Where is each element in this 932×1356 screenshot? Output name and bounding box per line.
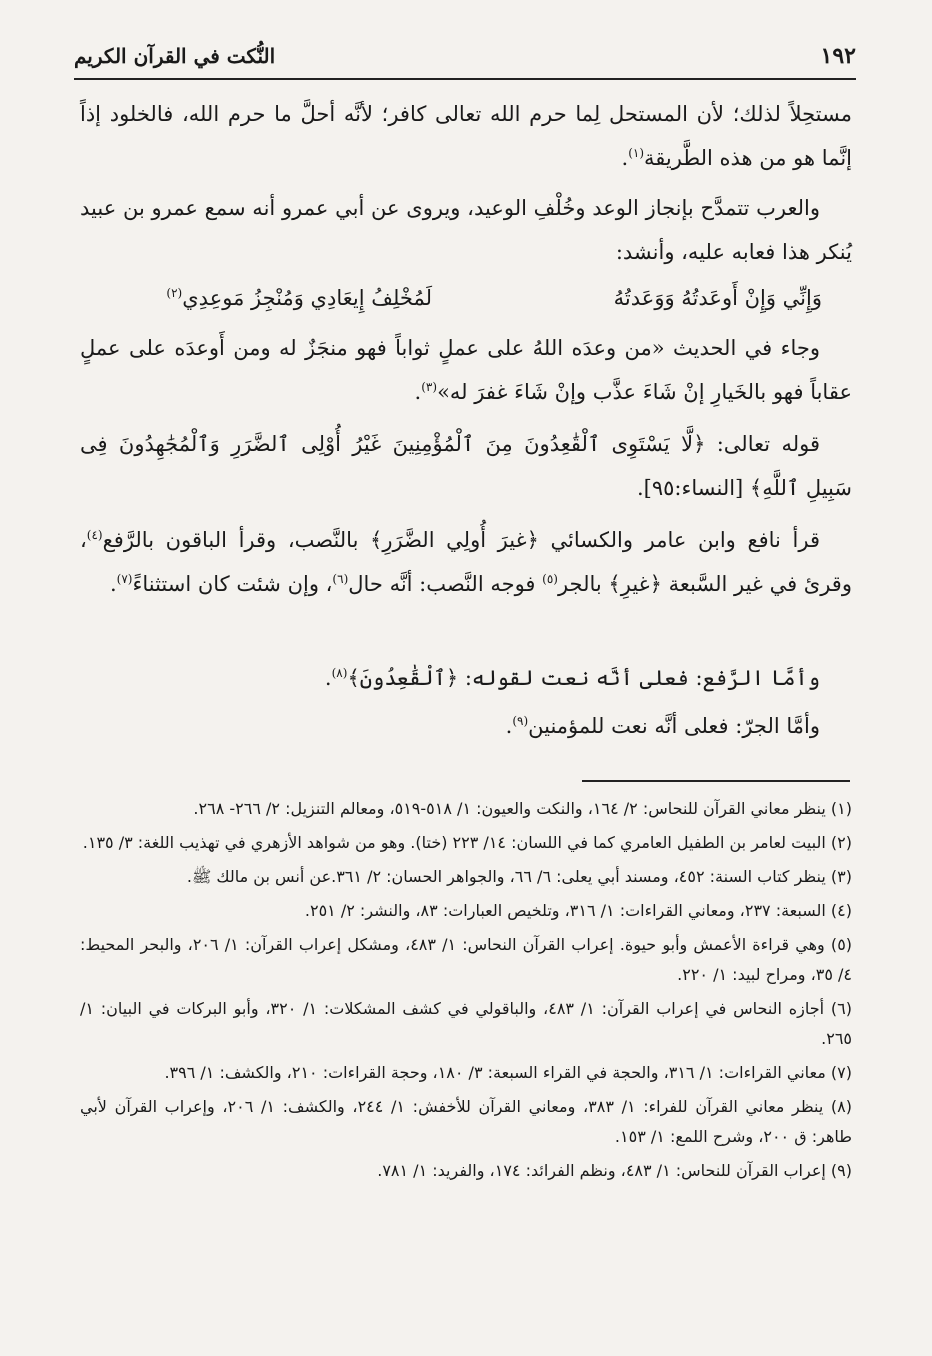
footnote-7: (٧) معاني القراءات: ١/ ٣١٦، والحجة في القراء السبعة: ٣/ ١٨٠، وحجة القراءات: ٢١٠، والكشف: ١/ ٣٩٦. [164, 1063, 852, 1082]
line-raf [80, 654, 852, 702]
paragraph-hadith: وجاء في الحديث «من وعدَه اللهُ على عملٍ ثواباً فهو منجَزٌ له ومن أَوعدَه على عملٍ عقاباً فهو بالخَيارِ إنْ شَاءَ عذَّب وإنْ شَاءَ غفرَ له»$^{(٣)}$. [80, 336, 852, 404]
footnote-ref-4[interactable]: (٤) [86, 528, 103, 542]
verse-second-text: لَمُخْلِفُ إِيعَادِي وَمُنْجِزُ مَوعِدِي [182, 286, 432, 310]
paragraph-verse-quote: قوله تعالى: ﴿لَّا يَسْتَوِى ٱلْقَٰعِدُونَ مِنَ ٱلْمُؤْمِنِينَ غَيْرُ أُوْلِى ٱلضَّرَرِ وَٱلْمُجَٰهِدُونَ فِى سَبِيلِ ٱللَّهِ﴾ [النساء:٩٥]. [80, 432, 852, 500]
footnote-1: (١) ينظر معاني القرآن للنحاس: ٢/ ١٦٤، والنكت والعيون: ١/ ٥١٨-٥١٩، ومعالم التنزيل: ٢/ ٢٦٦- ٢٦٨. [193, 799, 852, 818]
line-jarr-dot: . [505, 714, 513, 738]
readings-text-c: فوجه النَّصب: أنَّه حال [348, 572, 543, 596]
footnote-ref-5[interactable]: (٥) [542, 572, 558, 586]
paragraph-1: مستحِلاً لذلك؛ لأن المستحل لِما حرم الله تعالى كافر؛ لأنَّه أحلَّ ما حرم الله، فالخلود إذاً إنَّما هو من هذه الطَّريقة$^{(١)}$. [80, 102, 852, 170]
footnote-ref-1[interactable]: (١) [628, 146, 645, 160]
paragraph-2: والعرب تتمدَّح بإنجاز الوعد وخُلْفِ الوعيد، ويروى عن أبي عمرو أنه سمع عمرو بن عبيد يُنكر هذا فعابه عليه، وأنشد: [80, 196, 852, 264]
line-jarr [80, 702, 852, 750]
footnote-ref-2[interactable]: (٢) [166, 286, 183, 300]
paragraph-readings [80, 518, 852, 606]
footnote-ref-6[interactable]: (٦) [332, 572, 349, 586]
poetry-verse [80, 276, 852, 320]
main-text-top [80, 92, 852, 280]
footnote-ref-3[interactable]: (٣) [421, 380, 438, 394]
page-header [74, 40, 856, 72]
paragraph-1-text: مستحِلاً لذلك؛ لأن المستحل لِما حرم الله تعالى كافر؛ لأنَّه أحلَّ ما حرم الله، فالخلود إذاً إنَّما هو من هذه الطَّريقة [80, 102, 852, 170]
footnote-ref-7[interactable]: (٧) [116, 572, 133, 586]
footnote-ref-9[interactable]: (٩) [512, 714, 529, 728]
footnote-9: (٩) إعراب القرآن للنحاس: ١/ ٤٨٣، ونظم الفرائد: ١٧٤، والفريد: ١/ ٧٨١. [377, 1161, 852, 1180]
footnotes [80, 794, 852, 1190]
main-text-middle [80, 326, 852, 614]
footnote-4: (٤) السبعة: ٢٣٧، ومعاني القراءات: ١/ ٣١٦، وتلخيص العبارات: ٨٣، والنشر: ٢/ ٢٥١. [304, 901, 852, 920]
book-title: النُّكت في القرآن الكريم [74, 44, 276, 68]
verse-second-hemistich [166, 276, 432, 320]
readings-text-a: قرأ نافع وابن عامر والكسائي ﴿غيرَ أُولِي الضَّرَرِ﴾ بالنَّصب، وقرأ الباقون بالرَّفع [102, 528, 820, 552]
line-jarr-text: وأمَّا الجرّ: فعلى أنَّه نعت للمؤمنين [528, 714, 820, 738]
hadith-text: وجاء في الحديث «من وعدَه اللهُ على عملٍ ثواباً فهو منجَزٌ له ومن أَوعدَه على عملٍ عقاباً فهو بالخَيارِ إنْ شَاءَ عذَّب وإنْ شَاءَ غفرَ له» [80, 336, 852, 404]
readings-text-end: . [109, 572, 117, 596]
footnote-ref-8[interactable]: (٨) [331, 666, 348, 680]
footnote-6: (٦) أجازه النحاس في إعراب القرآن: ١/ ٤٨٣، والباقولي في كشف المشكلات: ١/ ٣٢٠، وأبو البركات في البيان: ١/ ٢٦٥. [80, 999, 852, 1048]
footnote-5: (٥) وهي قراءة الأعمش وأبو حيوة. إعراب القرآن النحاس: ١/ ٤٨٣، ومشكل إعراب القرآن: ١/ ٢٠٦، والبحر المحيط: ٤/ ٣٥، ومراح لبيد: ١/ ٢٢٠. [80, 935, 853, 984]
line-raf-dot: . [324, 666, 332, 690]
footnote-separator [582, 780, 850, 782]
line-raf-text: وأمَّا الرَّفع: فعلى أنَّه نعت لقوله: ﴿ٱلْقَٰعِدُونَ﴾ [347, 666, 820, 690]
page-number: ١٩٢ [820, 43, 856, 69]
readings-text-d: ، وإن شئت كان استثناءً [132, 572, 333, 596]
main-text-bottom [80, 654, 852, 750]
footnote-8: (٨) ينظر معاني القرآن للفراء: ١/ ٣٨٣، ومعاني القرآن للأخفش: ١/ ٢٤٤، والكشف: ١/ ٢٠٦، وإعراب القرآن لأبي طاهر: ق ٢٠٠، وشرح اللمع: ١/ ١٥٣. [80, 1097, 853, 1146]
header-rule [74, 78, 856, 80]
readings-text-b: ، وقرئ في غير السَّبعة ﴿غيرِ﴾ بالجر [80, 528, 852, 596]
footnote-2: (٢) البيت لعامر بن الطفيل العامري كما في اللسان: ١٤/ ٢٢٣ (ختا). وهو من شواهد الأزهري في تهذيب اللغة: ٣/ ١٣٥. [82, 833, 852, 852]
verse-first-hemistich: وَإِنِّي وَإِنْ أَوعَدتُهُ وَوَعَدتُهُ [613, 286, 822, 310]
footnote-3: (٣) ينظر كتاب السنة: ٤٥٢، ومسند أبي يعلى: ٦/ ٦٦، والجواهر الحسان: ٢/ ٣٦١.عن أنس بن مالك ﷺ. [186, 867, 852, 886]
